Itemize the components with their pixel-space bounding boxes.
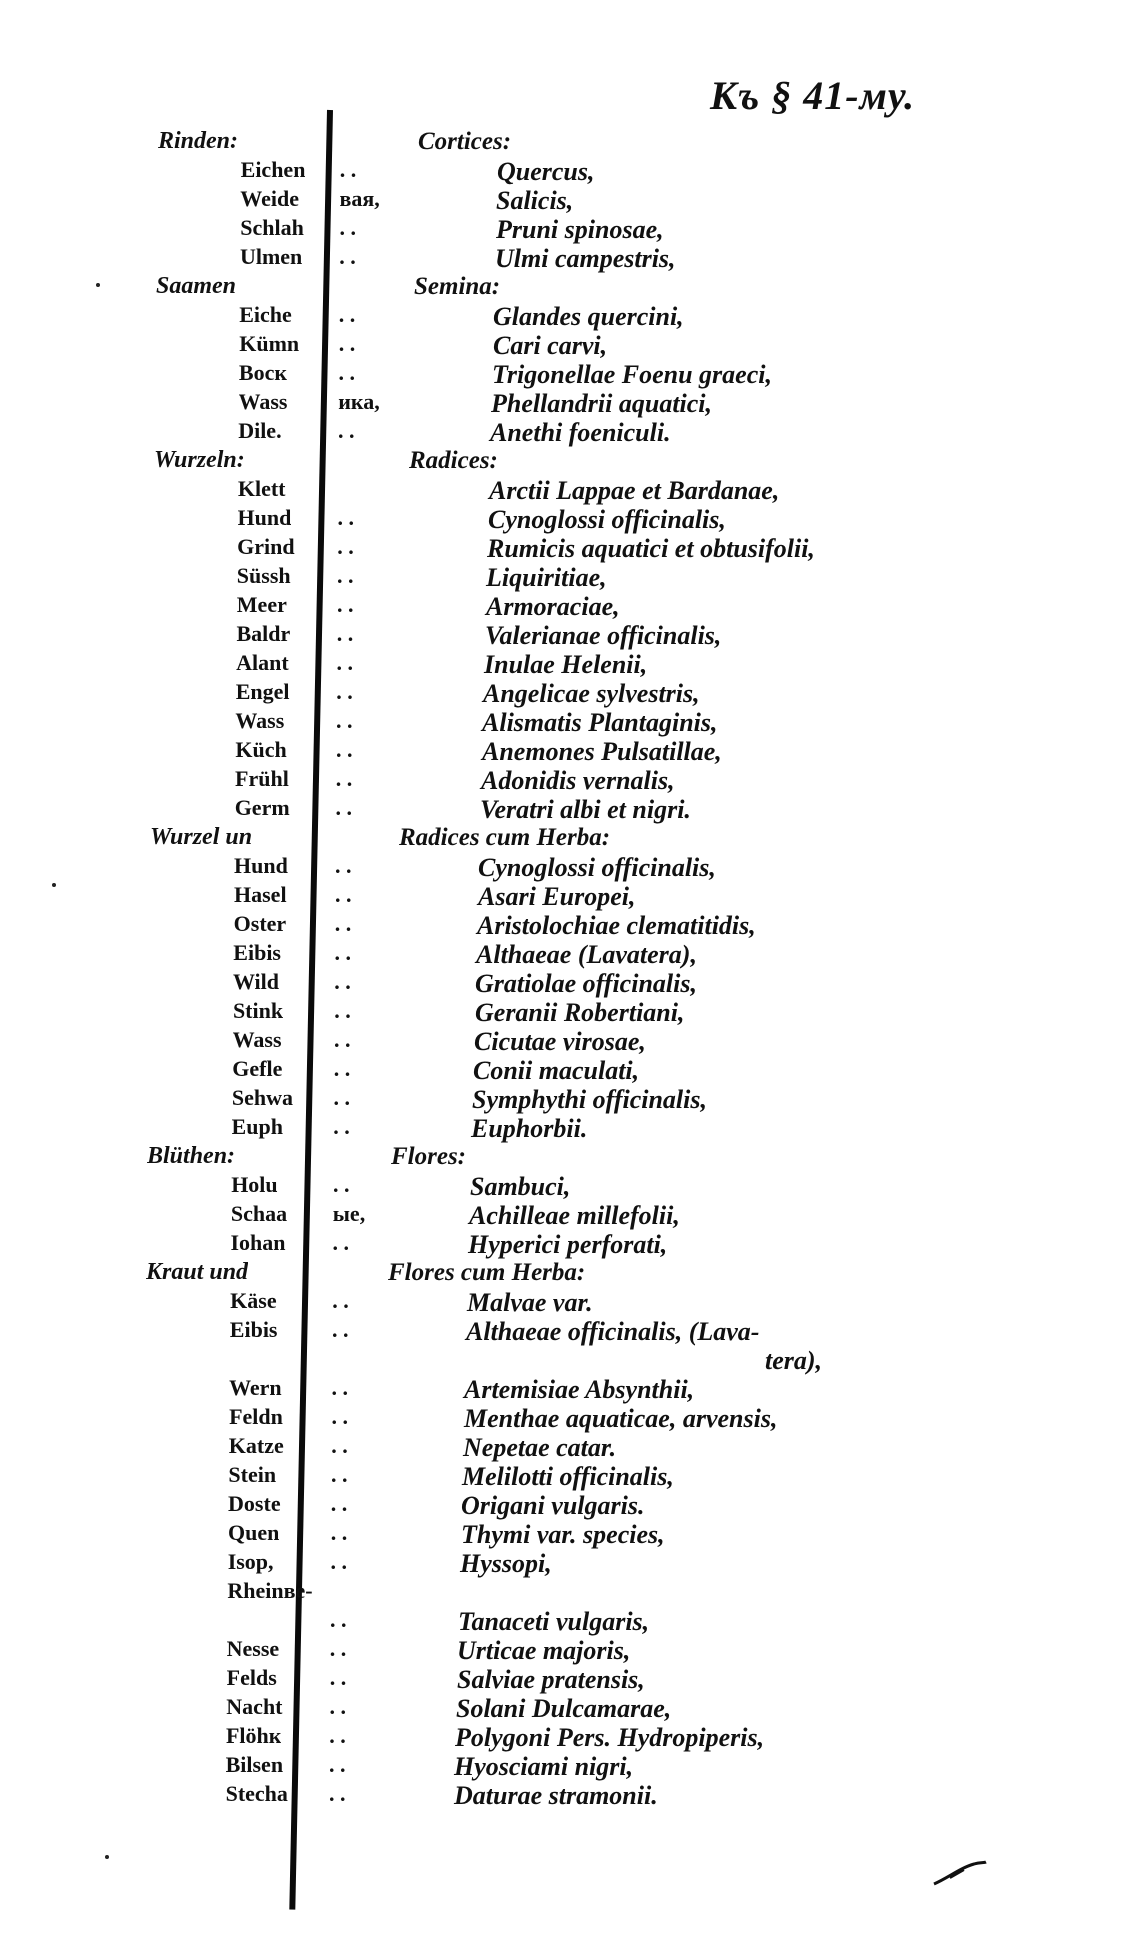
leader-dots: . . bbox=[334, 1027, 351, 1052]
entry-latin-name: Malvae var. bbox=[467, 1288, 593, 1317]
entry-latin-name: Phellandrii aquatici, bbox=[491, 389, 713, 418]
entry-row bbox=[0, 302, 1140, 330]
entry-latin-name: Valerianae officinalis, bbox=[485, 621, 722, 650]
entry-row bbox=[0, 708, 1140, 736]
page-header: Къ § 41-му. bbox=[710, 73, 916, 118]
entry-latin-name: Thymi var. species, bbox=[461, 1520, 665, 1549]
entry-latin-name: Angelicae sylvestris, bbox=[483, 679, 700, 708]
entry-latin-name: Cari carvi, bbox=[493, 331, 608, 360]
leader-dots: . . bbox=[330, 1491, 348, 1516]
leader-dots: . . bbox=[330, 1607, 347, 1632]
entry-german-name: Baldr bbox=[236, 621, 291, 646]
entry-latin-name: Symphythi officinalis, bbox=[472, 1085, 707, 1114]
leader-dots: . . bbox=[333, 1172, 350, 1197]
section-latin-heading: Semina: bbox=[414, 273, 501, 300]
leader-dots: . . bbox=[339, 157, 357, 182]
entry-german-name: Rheinве- bbox=[227, 1578, 313, 1603]
entry-german-name: Süssh bbox=[236, 563, 291, 588]
entry-row bbox=[0, 1433, 1140, 1461]
section-latin-heading: Flores cum Herba: bbox=[388, 1259, 586, 1286]
leader-dots: . . bbox=[338, 331, 356, 356]
entry-row bbox=[0, 969, 1140, 997]
entry-german-name: Grind bbox=[237, 534, 295, 559]
entry-german-name: Stein bbox=[228, 1462, 277, 1487]
entry-row bbox=[0, 737, 1140, 765]
entry-row bbox=[0, 1172, 1140, 1200]
entry-latin-name: Althaeae officinalis, (Lava- bbox=[466, 1317, 760, 1346]
leader-dots: . . bbox=[337, 505, 354, 530]
leader-dots: . . bbox=[331, 1375, 348, 1400]
entry-latin-name: Origani vulgaris. bbox=[461, 1491, 645, 1520]
entry-latin-name: Rumicis aquatici et obtusifolii, bbox=[487, 534, 815, 563]
entry-row bbox=[0, 1346, 1140, 1374]
entry-latin-name: Euphorbii. bbox=[471, 1114, 588, 1143]
entry-german-name: Hund bbox=[234, 853, 288, 878]
entry-latin-name: Asari Europei, bbox=[478, 882, 636, 911]
entry-row bbox=[0, 1723, 1140, 1751]
entry-german-name: Wass bbox=[235, 708, 285, 733]
entry-german-name: Quen bbox=[228, 1520, 280, 1545]
entry-latin-name: Salicis, bbox=[496, 186, 574, 215]
entry-row bbox=[0, 1520, 1140, 1548]
leader-dots: . . bbox=[330, 1549, 347, 1574]
entry-row bbox=[0, 1114, 1140, 1142]
entry-german-name: Sehwa bbox=[231, 1085, 294, 1110]
entry-german-name: Alant bbox=[236, 650, 289, 675]
entry-row bbox=[0, 1404, 1140, 1432]
leader-dots: . . bbox=[329, 1665, 347, 1690]
leader-dots: . . bbox=[334, 911, 352, 936]
leader-dots: . . bbox=[339, 215, 356, 240]
leader-dots: . . bbox=[334, 940, 351, 965]
leader-dots: . . bbox=[329, 1781, 346, 1806]
entry-row bbox=[0, 534, 1140, 562]
leader-dots: . . bbox=[335, 766, 353, 791]
print-speck bbox=[105, 1855, 109, 1859]
entry-german-name: Nesse bbox=[226, 1636, 280, 1661]
entry-german-name: Eibis bbox=[229, 1317, 278, 1342]
entry-row bbox=[0, 1665, 1140, 1693]
entry-latin-name: Cynoglossi officinalis, bbox=[478, 853, 716, 882]
entry-row bbox=[0, 998, 1140, 1026]
leader-dots: . . bbox=[338, 302, 356, 327]
entry-german-name: Weide bbox=[240, 186, 299, 211]
entry-row bbox=[0, 1201, 1140, 1229]
leader-dots: . . bbox=[337, 563, 354, 588]
entry-latin-name: Arctii Lappae et Bardanae, bbox=[489, 476, 780, 505]
leader-dots: . . bbox=[338, 360, 355, 385]
section-german-heading: Wurzeln: bbox=[154, 447, 245, 473]
entry-row bbox=[0, 1636, 1140, 1664]
entry-german-name: Holu bbox=[231, 1172, 278, 1197]
entry-german-name: Feldn bbox=[229, 1404, 283, 1429]
entry-row bbox=[0, 1607, 1140, 1635]
section-german-heading: Kraut und bbox=[146, 1259, 249, 1285]
entry-row bbox=[0, 1288, 1140, 1316]
entry-latin-name: Armoraciae, bbox=[486, 592, 620, 621]
leader-dots: . . bbox=[329, 1723, 346, 1748]
entry-row bbox=[0, 911, 1140, 939]
entry-latin-name: Cicutae virosae, bbox=[474, 1027, 646, 1056]
leader-dots: . . bbox=[332, 1288, 349, 1313]
entry-german-name: Kümn bbox=[239, 331, 300, 356]
entry-german-name: Bocк bbox=[238, 360, 288, 385]
section-heading-row bbox=[0, 447, 1140, 475]
entry-german-name: Meer bbox=[236, 592, 287, 617]
entry-latin-name: Hyssopi, bbox=[460, 1549, 552, 1578]
entry-german-name: Käse bbox=[230, 1288, 277, 1313]
leader-dots: . . bbox=[329, 1636, 347, 1661]
leader-dots: . . bbox=[333, 1085, 350, 1110]
entry-row bbox=[0, 592, 1140, 620]
entry-german-name: Ulmen bbox=[239, 244, 303, 269]
entry-german-name: Hund bbox=[237, 505, 292, 530]
section-german-heading: Rinden: bbox=[158, 128, 239, 154]
end-flourish-mark bbox=[930, 1858, 990, 1888]
entry-row bbox=[0, 360, 1140, 388]
entry-row bbox=[0, 1085, 1140, 1113]
entry-row bbox=[0, 766, 1140, 794]
entry-latin-name: Polygoni Pers. Hydropiperis, bbox=[455, 1723, 765, 1752]
entry-row bbox=[0, 505, 1140, 533]
leader-dots: . . bbox=[336, 621, 354, 646]
entry-row bbox=[0, 1056, 1140, 1084]
leader-dots: . . bbox=[336, 737, 353, 762]
section-heading-row bbox=[0, 1143, 1140, 1171]
entry-german-name: Engel bbox=[235, 679, 290, 704]
entry-latin-name: Glandes quercini, bbox=[493, 302, 684, 331]
entry-row bbox=[0, 244, 1140, 272]
leader-dots: . . bbox=[336, 679, 353, 704]
leader-dots: . . bbox=[331, 1462, 348, 1487]
entry-german-name: Flöhк bbox=[225, 1723, 282, 1748]
leader-dots: . . bbox=[334, 998, 351, 1023]
entry-latin-name: Anemones Pulsatillae, bbox=[482, 737, 722, 766]
entry-latin-name: Geranii Robertiani, bbox=[475, 998, 685, 1027]
entry-latin-name: Pruni spinosae, bbox=[496, 215, 664, 244]
entry-row bbox=[0, 331, 1140, 359]
leader-dots: . . bbox=[333, 1056, 351, 1081]
entry-german-name: Schaa bbox=[230, 1201, 288, 1226]
entry-row bbox=[0, 157, 1140, 185]
entry-latin-name: Solani Dulcamarae, bbox=[456, 1694, 672, 1723]
leader-dots: . . bbox=[330, 1520, 348, 1545]
entry-latin-name: Adonidis vernalis, bbox=[481, 766, 675, 795]
entry-german-name: Klett bbox=[237, 476, 286, 501]
section-latin-heading: Radices cum Herba: bbox=[399, 824, 611, 851]
print-speck bbox=[96, 283, 100, 287]
entry-german-name: Isop, bbox=[227, 1549, 274, 1574]
leader-dots: . . bbox=[329, 1752, 346, 1777]
entry-german-name: Eibis bbox=[233, 940, 281, 965]
entry-row bbox=[0, 1752, 1140, 1780]
entry-row bbox=[0, 882, 1140, 910]
leader-dots: . . bbox=[333, 1114, 350, 1139]
entry-german-name: Stecha bbox=[225, 1781, 288, 1806]
entry-latin-name: Veratri albi et nigri. bbox=[480, 795, 691, 824]
leader-dots: . . bbox=[334, 969, 351, 994]
entry-row bbox=[0, 215, 1140, 243]
leader-dots: . . bbox=[335, 882, 352, 907]
entry-german-name: Iohan bbox=[230, 1230, 286, 1255]
leader-dots: . . bbox=[337, 534, 354, 559]
entry-german-name: Wass bbox=[232, 1027, 282, 1052]
section-heading-row bbox=[0, 128, 1140, 156]
entry-german-name: Katze bbox=[228, 1433, 284, 1458]
entry-latin-name: Nepetae catar. bbox=[463, 1433, 617, 1462]
entry-row bbox=[0, 1462, 1140, 1490]
entry-latin-name: Conii maculati, bbox=[473, 1056, 640, 1085]
entry-german-name: Eiche bbox=[239, 302, 292, 327]
entry-latin-name: Urticae majoris, bbox=[457, 1636, 631, 1665]
entry-row bbox=[0, 476, 1140, 504]
section-heading-row bbox=[0, 273, 1140, 301]
leader-dots: . . bbox=[337, 592, 354, 617]
leader-dots: . . bbox=[339, 244, 356, 269]
entry-latin-name: Liquiritiae, bbox=[486, 563, 607, 592]
entry-german-name: Nacht bbox=[226, 1694, 283, 1719]
entry-row bbox=[0, 563, 1140, 591]
leader-dots: ые, bbox=[332, 1201, 366, 1226]
entry-german-name: Eichen bbox=[240, 157, 306, 182]
entry-row bbox=[0, 418, 1140, 446]
entry-german-name: Wild bbox=[232, 969, 279, 994]
entry-latin-name: Tanaceti vulgaris, bbox=[458, 1607, 650, 1636]
leader-dots: . . bbox=[332, 1317, 349, 1342]
entry-latin-name: Sambuci, bbox=[470, 1172, 571, 1201]
section-german-heading: Wurzel un bbox=[150, 824, 253, 850]
entry-row bbox=[0, 940, 1140, 968]
entry-latin-name: Aristolochiae clematitidis, bbox=[477, 911, 756, 940]
entry-row bbox=[0, 1694, 1140, 1722]
entry-german-name: Stink bbox=[232, 998, 284, 1023]
entry-row bbox=[0, 621, 1140, 649]
entry-row bbox=[0, 1375, 1140, 1403]
entry-german-name: Felds bbox=[226, 1665, 277, 1690]
section-german-heading: Saamen bbox=[156, 273, 237, 299]
entry-row bbox=[0, 1027, 1140, 1055]
entry-row bbox=[0, 679, 1140, 707]
entry-latin-name: Trigonellae Foenu graeci, bbox=[492, 360, 772, 389]
entry-latin-name: Inulae Helenii, bbox=[484, 650, 648, 679]
entry-latin-name: Gratiolae officinalis, bbox=[475, 969, 697, 998]
leader-dots: . . bbox=[336, 650, 353, 675]
leader-dots: . . bbox=[331, 1404, 348, 1429]
entry-german-name: Dile. bbox=[238, 418, 282, 443]
section-heading-row bbox=[0, 824, 1140, 852]
entry-latin-name: Hyosciami nigri, bbox=[454, 1752, 634, 1781]
entry-german-name: Oster bbox=[233, 911, 287, 936]
entry-german-name: Küch bbox=[235, 737, 287, 762]
section-latin-heading: Cortices: bbox=[418, 128, 512, 155]
entry-row bbox=[0, 795, 1140, 823]
entry-row bbox=[0, 1781, 1140, 1809]
entry-german-name: Doste bbox=[228, 1491, 281, 1516]
entry-latin-name: Quercus, bbox=[497, 157, 595, 186]
leader-dots: . . bbox=[338, 418, 355, 443]
entry-latin-name: Daturae stramonii. bbox=[454, 1781, 658, 1810]
section-latin-heading: Radices: bbox=[409, 447, 498, 474]
entry-german-name: Hasel bbox=[234, 882, 287, 907]
leader-dots: . . bbox=[336, 708, 353, 733]
section-latin-heading: Flores: bbox=[391, 1143, 466, 1170]
entry-latin-name: Alismatis Plantaginis, bbox=[482, 708, 718, 737]
entry-latin-name: Artemisiae Absynthii, bbox=[464, 1375, 695, 1404]
entry-german-name: Frühl bbox=[235, 766, 289, 791]
leader-dots: . . bbox=[329, 1694, 346, 1719]
entry-german-name: Wern bbox=[229, 1375, 282, 1400]
entry-latin-name: Anethi foeniculi. bbox=[490, 418, 671, 447]
entry-german-name: Euph bbox=[231, 1114, 283, 1139]
entry-row bbox=[0, 186, 1140, 214]
entry-latin-name: Ulmi campestris, bbox=[495, 244, 676, 273]
leader-dots: вая, bbox=[339, 186, 380, 211]
entry-row bbox=[0, 1317, 1140, 1345]
leader-dots: ика, bbox=[338, 389, 380, 414]
entry-row bbox=[0, 1549, 1140, 1577]
entry-german-name: Gefle bbox=[232, 1056, 283, 1081]
entry-german-name: Schlah bbox=[240, 215, 304, 240]
section-heading-row bbox=[0, 1259, 1140, 1287]
entry-row bbox=[0, 1230, 1140, 1258]
print-speck bbox=[52, 883, 56, 887]
entry-latin-name: Melilotti officinalis, bbox=[462, 1462, 674, 1491]
section-german-heading: Blüthen: bbox=[147, 1143, 236, 1169]
leader-dots: . . bbox=[335, 795, 352, 820]
entry-latin-name: Althaeae (Lavatera), bbox=[476, 940, 697, 969]
entry-german-name: Bilsen bbox=[225, 1752, 284, 1777]
leader-dots: . . bbox=[332, 1230, 349, 1255]
entry-row bbox=[0, 1491, 1140, 1519]
entry-row bbox=[0, 389, 1140, 417]
entry-latin-name: Cynoglossi officinalis, bbox=[488, 505, 726, 534]
entry-row bbox=[0, 650, 1140, 678]
entry-latin-name: Salviae pratensis, bbox=[457, 1665, 645, 1694]
entry-row bbox=[0, 853, 1140, 881]
leader-dots: . . bbox=[331, 1433, 348, 1458]
leader-dots: . . bbox=[335, 853, 352, 878]
entry-latin-name: Menthae aquaticae, arvensis, bbox=[464, 1404, 778, 1433]
entry-latin-name: Achilleae millefolii, bbox=[469, 1201, 680, 1230]
entry-row bbox=[0, 1578, 1140, 1606]
entry-german-name: Germ bbox=[234, 795, 290, 820]
entry-latin-name: tera), bbox=[765, 1346, 823, 1375]
entry-latin-name: Hyperici perforati, bbox=[468, 1230, 668, 1259]
entry-german-name: Wass bbox=[238, 389, 288, 414]
